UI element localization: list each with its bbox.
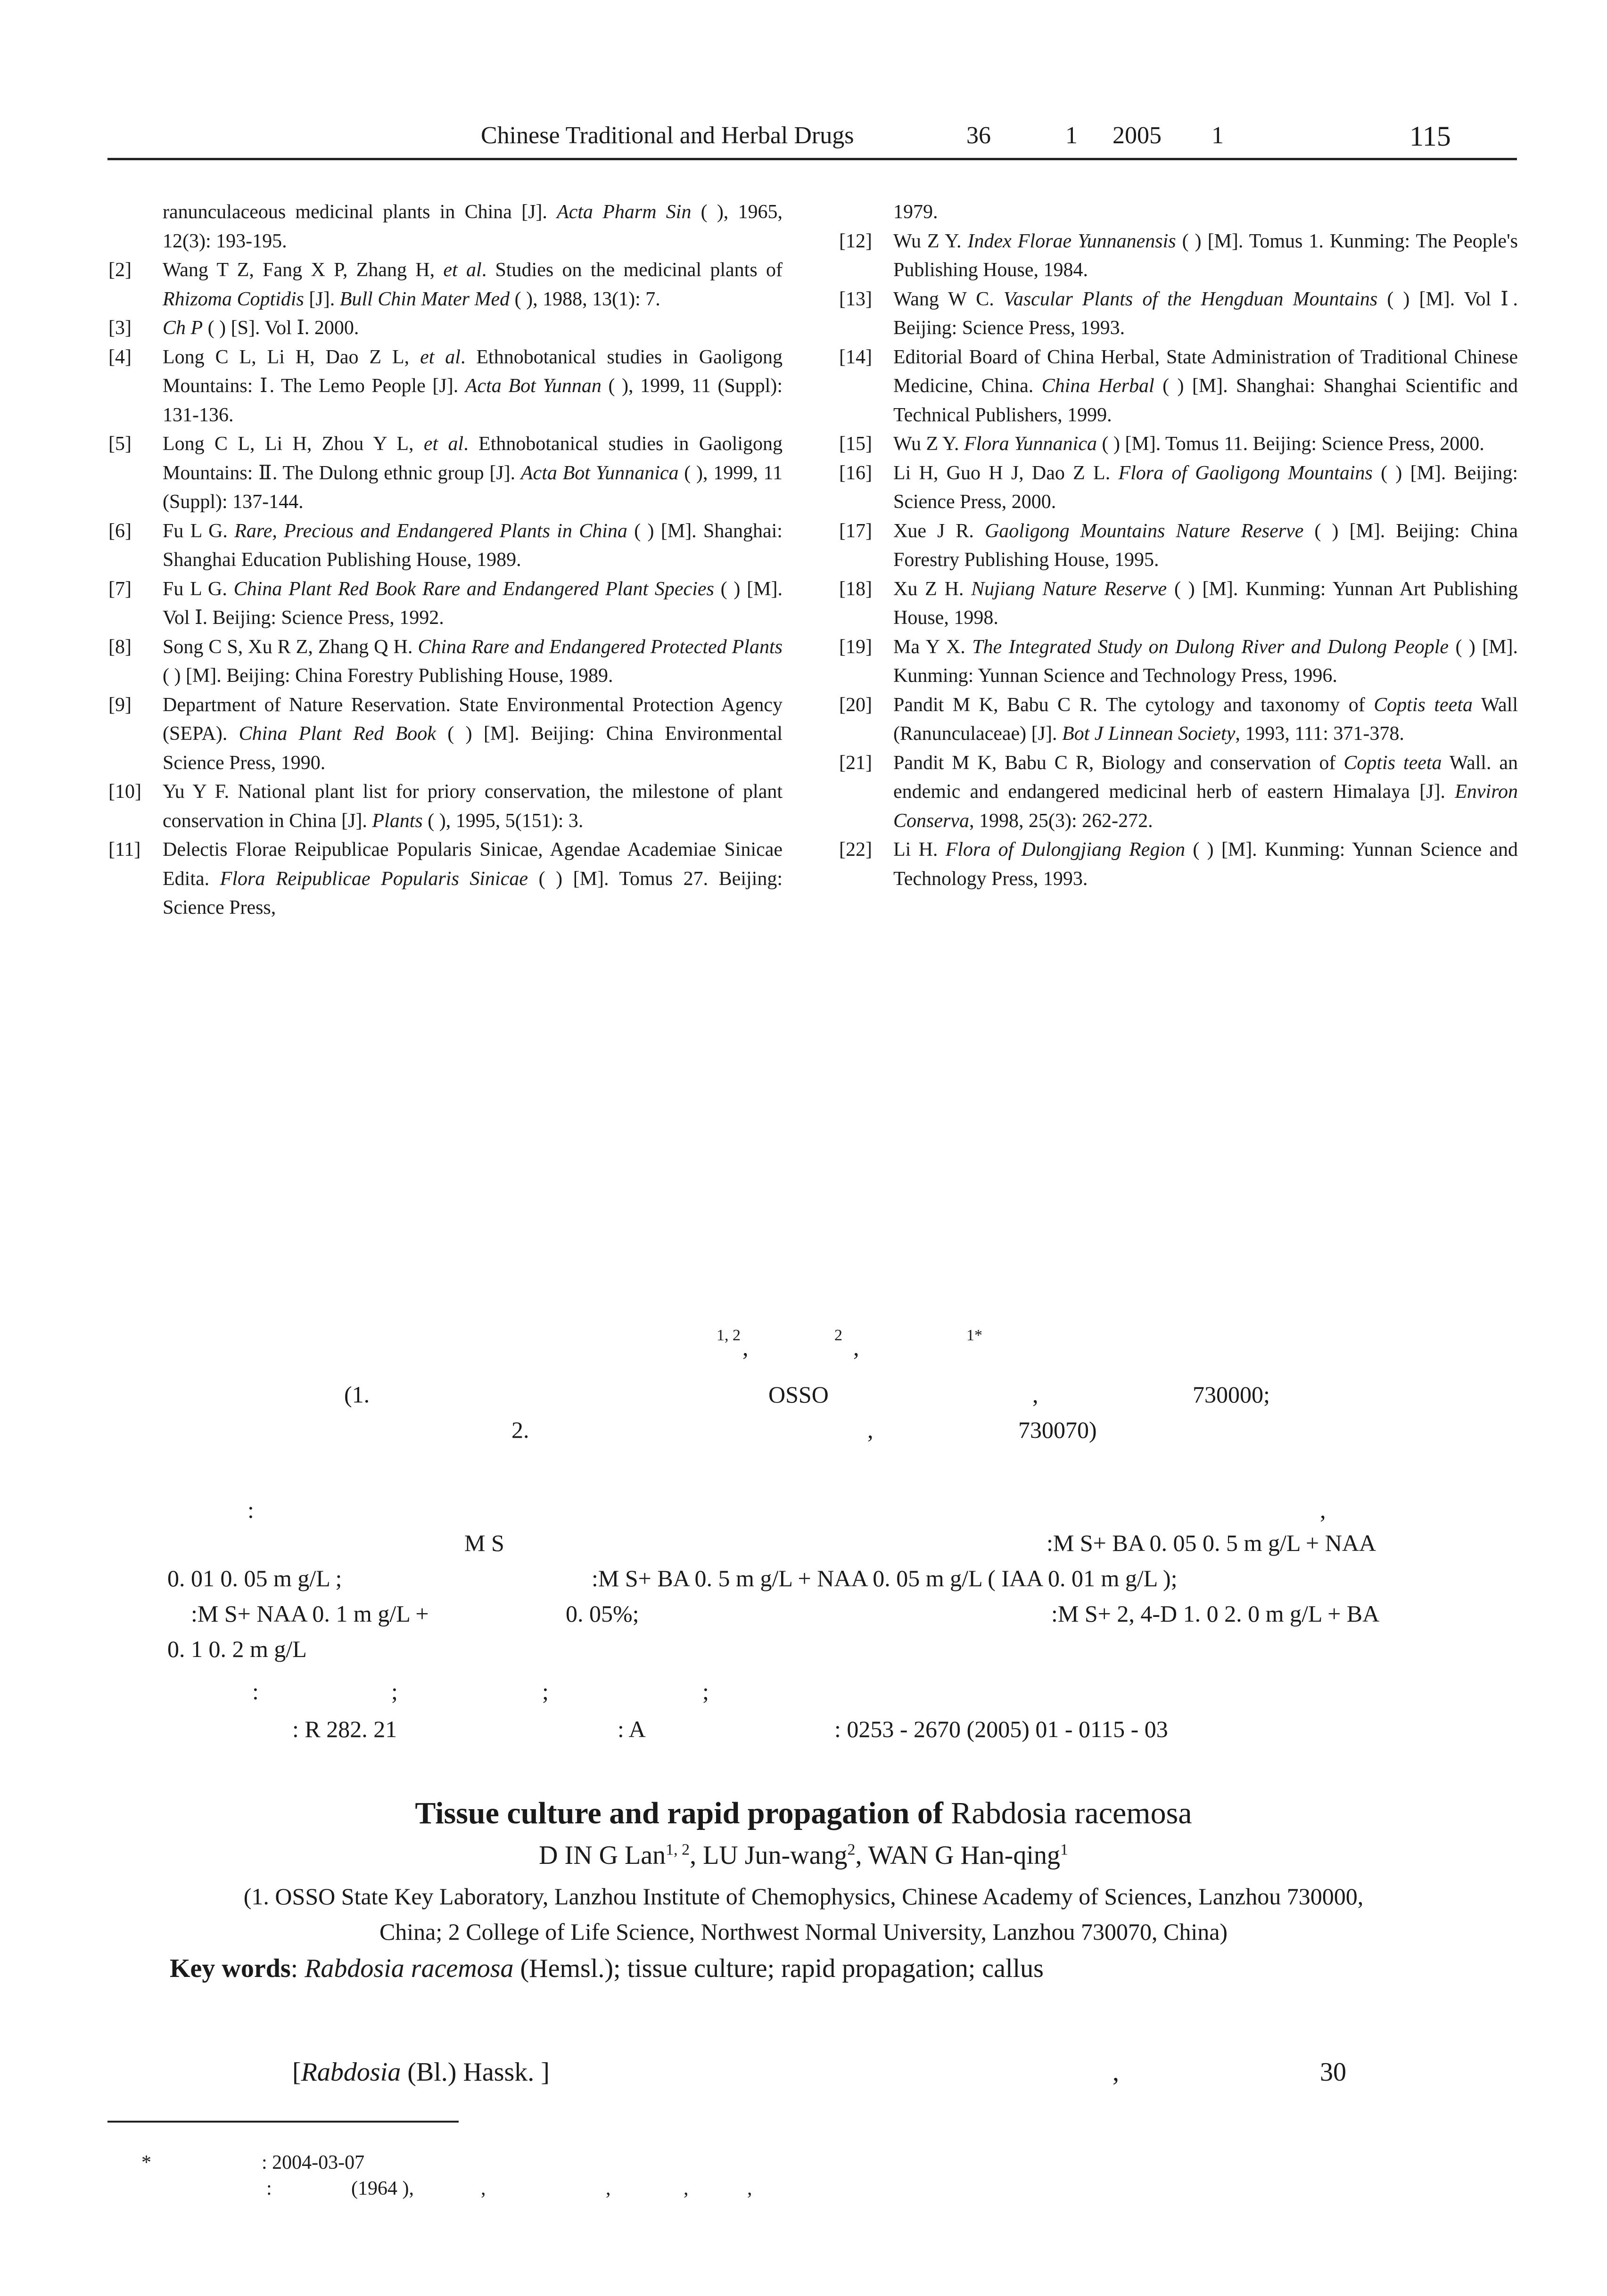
english-affiliation-line-1: (1. OSSO State Key Laboratory, Lanzhou Institute of Chemophysics, Chinese Academy of Sciences, Lanzhou 730000,: [243, 1883, 1364, 1910]
footnote-star: *: [141, 2152, 151, 2173]
footnote-comma-2: ,: [606, 2178, 611, 2199]
abstract-ms: M S: [464, 1530, 504, 1556]
reference-number: [7]: [108, 578, 132, 600]
reference-text: Long C L, Li H, Dao Z L, et al. Ethnobotanical studies in Gaoligong Mountains: Ⅰ. The Lemo People [J]. Acta Bot Yunnan ( ), 1999, 11 (Suppl): 131-136.: [163, 346, 783, 426]
author-2: , LU Jun-wang: [690, 1841, 848, 1870]
english-title-bold: Tissue culture and rapid propagation of: [415, 1796, 951, 1830]
journal-name: Chinese Traditional and Herbal Drugs: [481, 122, 854, 149]
reference-number: [5]: [108, 433, 132, 455]
keywords-species: Rabdosia racemosa: [305, 1954, 514, 1983]
abstract-colon: :: [247, 1497, 254, 1523]
author-2-sup: 2: [847, 1841, 856, 1859]
reference-item: [839, 227, 1518, 285]
affil-2-zip: 730070): [1018, 1417, 1097, 1443]
reference-number: [13]: [839, 288, 872, 310]
reference-item: [839, 575, 1518, 633]
header-rule: [107, 158, 1517, 160]
reference-item: [839, 198, 1518, 227]
english-title: [0, 1796, 1607, 1831]
affil-1-osso: OSSO: [768, 1381, 829, 1408]
abstract-line-3a: :M S+ NAA 0. 1 m g/L +: [191, 1600, 429, 1627]
reference-text: Ch P ( ) [S]. Vol Ⅰ. 2000.: [163, 317, 359, 339]
reference-text: Fu L G. Rare, Precious and Endangered Plants in China ( ) [M]. Shanghai: Shanghai Education Publishing House, 1989.: [163, 520, 783, 571]
affil-1-zip: 730000;: [1193, 1381, 1270, 1408]
keywords-cn-colon: :: [252, 1678, 259, 1705]
references-left-column: [108, 198, 783, 923]
classification-number: : R 282. 21: [292, 1716, 397, 1742]
reference-item: [108, 517, 783, 575]
reference-item: [839, 517, 1518, 575]
reference-number: [9]: [108, 694, 132, 716]
reference-item: [839, 691, 1518, 749]
footnote-received: : 2004-03-07: [262, 2152, 365, 2173]
footnote-comma-4: ,: [747, 2178, 752, 2199]
footnote-bio-colon: :: [266, 2178, 272, 2199]
reference-text: Ma Y X. The Integrated Study on Dulong River and Dulong People ( ) [M]. Kunming: Yunnan Science and Technology Press, 1996.: [893, 636, 1518, 687]
year: 2005: [1113, 122, 1162, 149]
keywords-colon: :: [290, 1954, 305, 1983]
references-right-column: [839, 198, 1518, 894]
reference-text: Wang T Z, Fang X P, Zhang H, et al. Studies on the medicinal plants of Rhizoma Coptidis [J]. Bull Chin Mater Med ( ), 1988, 13(1): 7.: [163, 259, 783, 310]
footnote-comma-3: ,: [684, 2178, 689, 2199]
author-comma-1: ,: [742, 1334, 749, 1361]
reference-item: [108, 430, 783, 517]
reference-number: [6]: [108, 520, 132, 542]
abstract-line-1: :M S+ BA 0. 05 0. 5 m g/L + NAA: [1047, 1530, 1376, 1556]
abstract-line-2a: 0. 01 0. 05 m g/L ;: [167, 1565, 342, 1591]
reference-text: 1979.: [893, 201, 938, 223]
intro-count: 30: [1320, 2058, 1346, 2087]
reference-number: [12]: [839, 230, 872, 252]
author-sup-2: 2: [834, 1327, 842, 1344]
reference-item: [108, 343, 783, 430]
reference-number: [11]: [108, 839, 141, 861]
author-3-sup: 1: [1060, 1841, 1068, 1859]
reference-number: [3]: [108, 317, 132, 339]
keywords-rest: (Hemsl.); tissue culture; rapid propagation; callus: [513, 1954, 1044, 1983]
english-affiliation-line-2: China; 2 College of Life Science, Northwest Normal University, Lanzhou 730070, China): [379, 1919, 1228, 1945]
author-sup-3: 1*: [966, 1327, 982, 1344]
reference-number: [10]: [108, 781, 141, 803]
intro-comma: ,: [1113, 2058, 1119, 2087]
abstract-line-4: 0. 1 0. 2 m g/L: [167, 1636, 307, 1662]
reference-item: [839, 459, 1518, 517]
volume: 36: [966, 122, 991, 149]
reference-text: Xue J R. Gaoligong Mountains Nature Reserve ( ) [M]. Beijing: China Forestry Publishing House, 1995.: [893, 520, 1518, 571]
document-code: : A: [618, 1716, 646, 1742]
reference-item: [839, 343, 1518, 430]
reference-text: Xu Z H. Nujiang Nature Reserve ( ) [M]. Kunming: Yunnan Art Publishing House, 1998.: [893, 578, 1518, 629]
reference-number: [22]: [839, 839, 872, 861]
intro-genus: [Rabdosia (Bl.) Hassk. ]: [292, 2058, 550, 2087]
reference-number: [21]: [839, 752, 872, 774]
footnote-rule: [107, 2121, 459, 2123]
keywords-cn-semi-2: ;: [542, 1678, 549, 1705]
reference-item: [108, 691, 783, 778]
english-title-species: Rabdosia racemosa: [951, 1796, 1192, 1830]
author-1-sup: 1, 2: [666, 1841, 690, 1859]
reference-number: [17]: [839, 520, 872, 542]
reference-item: [839, 285, 1518, 343]
reference-text: ranunculaceous medicinal plants in China [J]. Acta Pharm Sin ( ), 1965, 12(3): 193-195.: [163, 201, 783, 252]
affil-2-comma: ,: [867, 1417, 874, 1443]
reference-number: [8]: [108, 636, 132, 658]
reference-text: Li H, Guo H J, Dao Z L. Flora of Gaoligong Mountains ( ) [M]. Beijing: Science Press, 2000.: [893, 462, 1518, 513]
reference-item: [108, 836, 783, 923]
abstract-line-2b: :M S+ BA 0. 5 m g/L + NAA 0. 05 m g/L ( IAA 0. 01 m g/L );: [592, 1565, 1178, 1591]
affil-1-number: (1.: [344, 1381, 370, 1408]
reference-item: [108, 256, 783, 314]
reference-item: [108, 778, 783, 836]
reference-number: [19]: [839, 636, 872, 658]
reference-text: Fu L G. China Plant Red Book Rare and Endangered Plant Species ( ) [M]. Vol Ⅰ. Beijing: Science Press, 1992.: [163, 578, 783, 629]
reference-text: Wu Z Y. Index Florae Yunnanensis ( ) [M]. Tomus 1. Kunming: The People's Publishing House, 1984.: [893, 230, 1518, 281]
reference-item: [108, 314, 783, 343]
english-authors: [0, 1840, 1607, 1870]
abstract-line-3b: 0. 05%;: [566, 1600, 639, 1627]
reference-text: Li H. Flora of Dulongjiang Region ( ) [M]. Kunming: Yunnan Science and Technology Press, 1993.: [893, 839, 1518, 890]
reference-item: [839, 749, 1518, 836]
month: 1: [1211, 122, 1224, 149]
reference-text: Editorial Board of China Herbal, State Administration of Traditional Chinese Medicine, China. China Herbal ( ) [M]. Shanghai: Shanghai Scientific and Technical Publishers, 1999.: [893, 346, 1518, 426]
issue: 1: [1065, 122, 1078, 149]
reference-text: Yu Y F. National plant list for priory conservation, the milestone of plant conservation in China [J]. Plants ( ), 1995, 5(151): 3.: [163, 781, 783, 832]
reference-item: [839, 836, 1518, 894]
reference-text: Department of Nature Reservation. State Environmental Protection Agency (SEPA). China Plant Red Book ( ) [M]. Beijing: China Environmental Science Press, 1990.: [163, 694, 783, 774]
reference-number: [18]: [839, 578, 872, 600]
reference-text: Pandit M K, Babu C R. The cytology and taxonomy of Coptis teeta Wall (Ranunculaceae) [J]. Bot J Linnean Society, 1993, 111: 371-378.: [893, 694, 1518, 745]
affil-1-comma: ,: [1032, 1381, 1038, 1408]
author-3: , WAN G Han-qing: [855, 1841, 1060, 1870]
reference-item: [108, 633, 783, 691]
reference-text: Song C S, Xu R Z, Zhang Q H. China Rare and Endangered Protected Plants ( ) [M]. Beijing: China Forestry Publishing House, 1989.: [163, 636, 783, 687]
english-keywords: [170, 1953, 1044, 1984]
page-number: 115: [1409, 121, 1451, 152]
reference-text: Long C L, Li H, Zhou Y L, et al. Ethnobotanical studies in Gaoligong Mountains: Ⅱ. The Dulong ethnic group [J]. Acta Bot Yunnanica ( ), 1999, 11 (Suppl): 137-144.: [163, 433, 783, 513]
footnote-bio-year: (1964 ),: [351, 2178, 414, 2199]
reference-text: Wu Z Y. Flora Yunnanica ( ) [M]. Tomus 11. Beijing: Science Press, 2000.: [893, 433, 1484, 455]
author-1: D IN G Lan: [539, 1841, 666, 1870]
footnote-comma-1: ,: [481, 2178, 486, 2199]
abstract-comma: ,: [1320, 1497, 1326, 1523]
article-id: : 0253 - 2670 (2005) 01 - 0115 - 03: [834, 1716, 1168, 1742]
reference-number: [15]: [839, 433, 872, 455]
reference-number: [16]: [839, 462, 872, 484]
reference-number: [4]: [108, 346, 132, 368]
author-comma-2: ,: [853, 1334, 859, 1361]
keywords-cn-semi-3: ;: [702, 1678, 709, 1705]
affil-2-number: 2.: [511, 1417, 529, 1443]
reference-number: [14]: [839, 346, 872, 368]
reference-number: [20]: [839, 694, 872, 716]
reference-text: Wang W C. Vascular Plants of the Hengduan Mountains ( ) [M]. Vol Ⅰ. Beijing: Science Press, 1993.: [893, 288, 1518, 339]
abstract-line-3c: :M S+ 2, 4-D 1. 0 2. 0 m g/L + BA: [1051, 1600, 1380, 1627]
reference-item: [108, 575, 783, 633]
keywords-label: Key words: [170, 1954, 291, 1983]
reference-item: [108, 198, 783, 256]
reference-text: Delectis Florae Reipublicae Popularis Sinicae, Agendae Academiae Sinicae Edita. Flora Reipublicae Popularis Sinicae ( ) [M]. Tomus 27. Beijing: Science Press,: [163, 839, 783, 918]
reference-item: [839, 430, 1518, 459]
reference-item: [839, 633, 1518, 691]
keywords-cn-semi-1: ;: [391, 1678, 398, 1705]
reference-number: [2]: [108, 259, 132, 281]
author-sup-1: 1, 2: [717, 1327, 741, 1344]
reference-text: Pandit M K, Babu C R, Biology and conservation of Coptis teeta Wall. an endemic and endangered medicinal herb of eastern Himalaya [J]. Environ Conserva, 1998, 25(3): 262-272.: [893, 752, 1518, 832]
